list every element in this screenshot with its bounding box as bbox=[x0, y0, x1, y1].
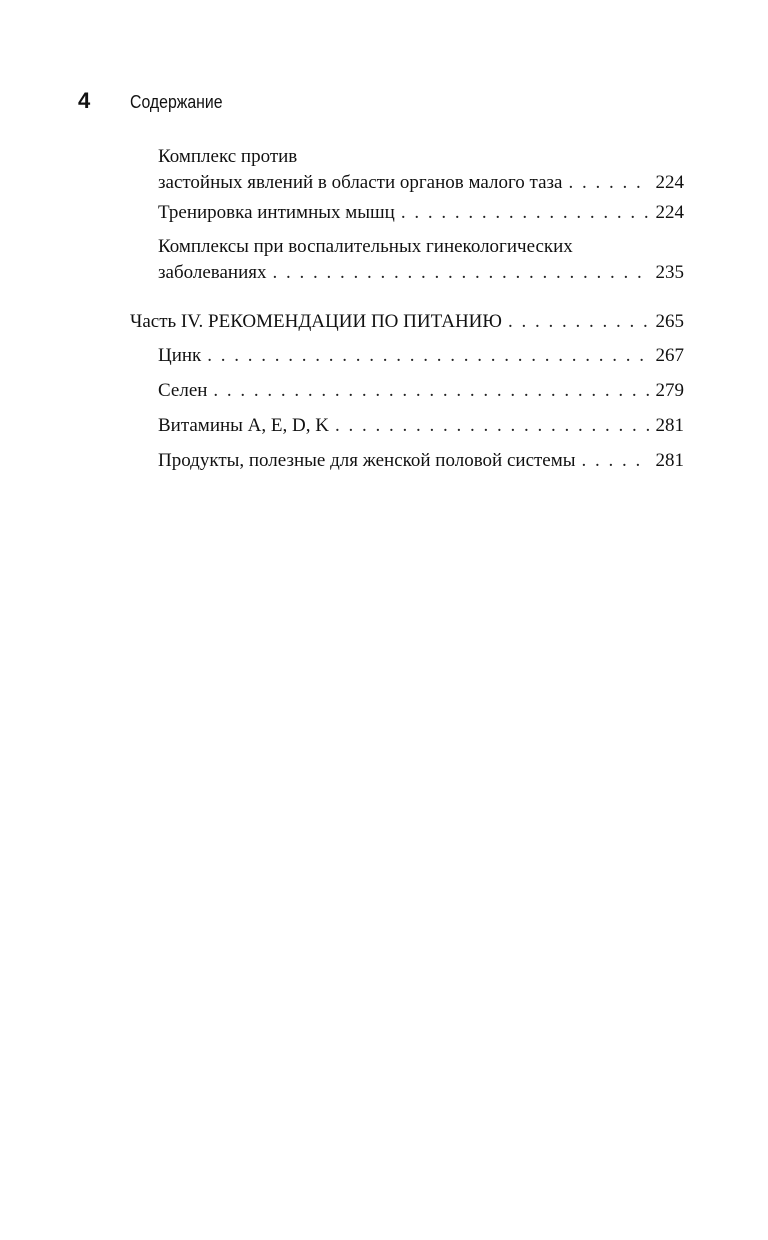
toc-entry-vitamins bbox=[158, 413, 684, 439]
page-number: 4 bbox=[78, 88, 91, 113]
toc-entry-text-line1: Комплексы при воспалительных гинекологических bbox=[158, 236, 573, 257]
toc-entry-page: 224 bbox=[655, 172, 684, 193]
toc-entry-page: 281 bbox=[655, 450, 684, 471]
dot-leader bbox=[508, 309, 650, 335]
toc-entry-text-line1: Комплекс против bbox=[158, 146, 298, 167]
dot-leader bbox=[401, 200, 650, 226]
toc-entry-part-iv bbox=[130, 309, 684, 335]
dot-leader bbox=[273, 260, 650, 286]
dot-leader bbox=[335, 413, 650, 439]
toc-entry-products bbox=[158, 448, 684, 474]
toc-entry-text: Витамины A, E, D, K bbox=[158, 415, 329, 436]
toc-entry-page: 279 bbox=[655, 380, 684, 401]
toc-entry-text: Цинк bbox=[158, 345, 202, 366]
toc-entry-inflammatory-complexes bbox=[158, 234, 684, 286]
section-title: Содержание bbox=[130, 92, 223, 112]
toc-entry-stagnation-complex bbox=[158, 144, 684, 196]
toc-entry-text: заболеваниях bbox=[158, 262, 267, 283]
toc-entry-selenium bbox=[158, 378, 684, 404]
toc-entry-page: 224 bbox=[655, 202, 684, 223]
toc-entry-text: застойных явлений в области органов малого таза bbox=[158, 172, 563, 193]
running-head bbox=[78, 88, 235, 118]
toc-entry-intimate-training bbox=[158, 200, 684, 226]
toc-entry-page: 235 bbox=[655, 262, 684, 283]
dot-leader bbox=[568, 170, 649, 196]
toc-entry-text: Селен bbox=[158, 380, 208, 401]
toc-entry-page: 265 bbox=[655, 311, 684, 332]
toc-entry-page: 281 bbox=[655, 415, 684, 436]
toc-entry-page: 267 bbox=[655, 345, 684, 366]
dot-leader bbox=[582, 448, 650, 474]
toc-entry-text: Часть IV. РЕКОМЕНДАЦИИ ПО ПИТАНИЮ bbox=[130, 311, 502, 332]
dot-leader bbox=[207, 343, 649, 369]
toc-entry-zinc bbox=[158, 343, 684, 369]
toc-entry-text: Тренировка интимных мышц bbox=[158, 202, 395, 223]
toc-entry-text: Продукты, полезные для женской половой системы bbox=[158, 450, 576, 471]
dot-leader bbox=[213, 378, 649, 404]
